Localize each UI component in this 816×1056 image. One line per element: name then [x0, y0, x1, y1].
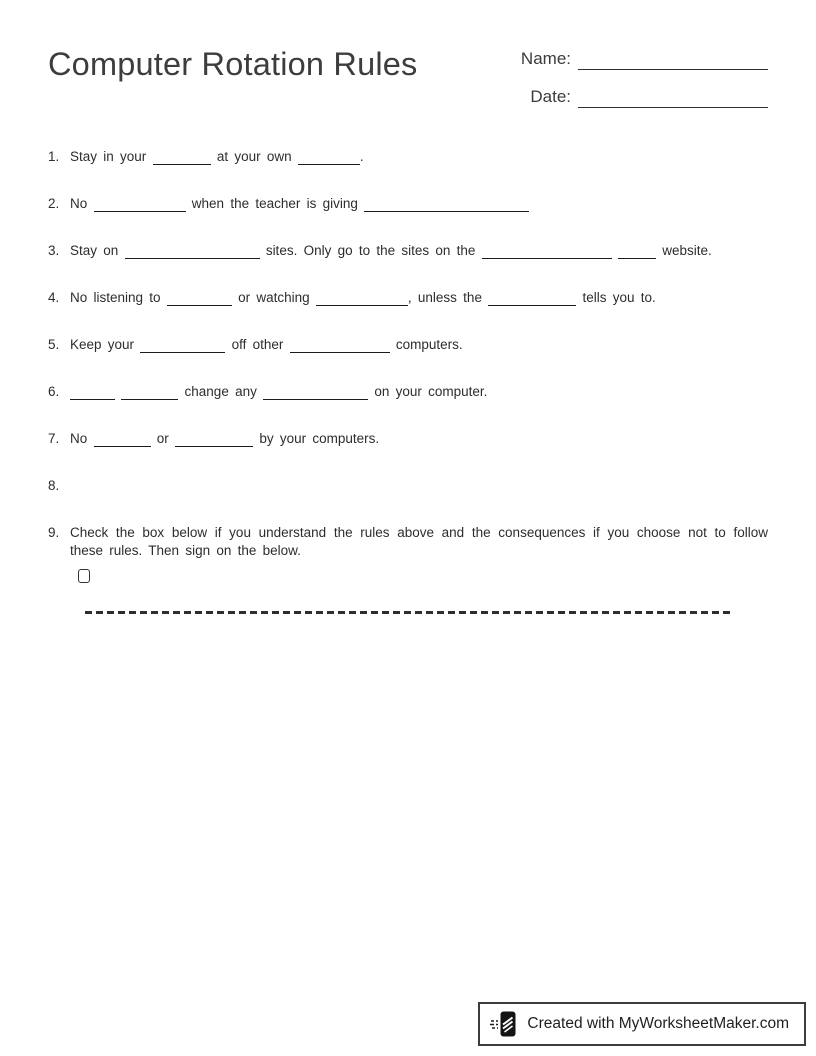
question-text: Keep your	[70, 337, 135, 352]
answer-blank[interactable]	[316, 294, 408, 306]
question-body	[70, 336, 768, 354]
question-row-6	[48, 383, 768, 401]
question-text: No	[70, 431, 88, 446]
question-content	[70, 289, 768, 307]
question-number: 4.	[48, 290, 60, 305]
answer-blank[interactable]	[364, 200, 529, 212]
name-label: Name:	[520, 49, 571, 68]
answer-blank[interactable]	[488, 294, 576, 306]
page-title: Computer Rotation Rules	[48, 46, 418, 82]
question-body	[70, 242, 768, 260]
question-text: Stay on	[70, 243, 119, 258]
answer-blank[interactable]	[153, 153, 211, 165]
question-number: 6.	[48, 384, 60, 399]
answer-blank[interactable]	[290, 341, 390, 353]
date-label: Date:	[530, 87, 571, 106]
question-body	[70, 383, 768, 401]
answer-blank[interactable]	[482, 247, 612, 259]
answer-blank[interactable]	[140, 341, 225, 353]
answer-blank[interactable]	[125, 247, 260, 259]
question-number: 8.	[48, 478, 60, 493]
answer-blank[interactable]	[298, 153, 360, 165]
question-row-5	[48, 336, 768, 354]
answer-blank[interactable]	[167, 294, 232, 306]
question-text: by your computers.	[259, 431, 380, 446]
date-field-row	[506, 86, 768, 108]
credit-text: Created with MyWorksheetMaker.com	[527, 1015, 789, 1032]
question-body	[70, 148, 768, 166]
question-row-8	[48, 477, 768, 495]
question-text: at your own	[216, 149, 292, 164]
name-date-fields	[506, 48, 768, 124]
question-text: off other	[231, 337, 284, 352]
name-field-row	[506, 48, 768, 70]
question-text: Check the box below if you understand the rules above and the consequences if you choose not to follow these rules. Then sign on the below.	[70, 525, 768, 558]
answer-blank[interactable]	[94, 200, 186, 212]
worksheet-maker-badge	[478, 1002, 806, 1046]
question-content	[70, 195, 768, 213]
question-text: sites. Only go to the sites on the	[265, 243, 476, 258]
question-number: 2.	[48, 196, 60, 211]
question-text: change any	[184, 384, 257, 399]
worksheet-logo-icon	[490, 1009, 520, 1039]
date-input-line[interactable]	[578, 87, 768, 108]
answer-blank[interactable]	[175, 435, 253, 447]
question-content	[70, 242, 768, 260]
question-content	[70, 383, 768, 401]
question-body	[70, 195, 768, 213]
question-row-4	[48, 289, 768, 307]
answer-blank[interactable]	[121, 388, 178, 400]
question-text: tells you to.	[582, 290, 656, 305]
question-row-9	[48, 524, 768, 614]
questions-list	[48, 148, 768, 614]
question-text: .	[359, 149, 364, 164]
question-number: 7.	[48, 431, 60, 446]
question-row-2	[48, 195, 768, 213]
agreement-checkbox[interactable]	[78, 569, 90, 583]
question-text: Stay in your	[70, 149, 147, 164]
question-row-1	[48, 148, 768, 166]
name-input-line[interactable]	[578, 49, 768, 70]
question-number: 9.	[48, 525, 60, 540]
question-content	[70, 148, 768, 166]
question-row-3	[48, 242, 768, 260]
signature-line[interactable]	[85, 611, 733, 614]
question-text: on your computer.	[374, 384, 488, 399]
question-number: 5.	[48, 337, 60, 352]
question-content	[70, 524, 768, 560]
question-number: 1.	[48, 149, 60, 164]
answer-blank[interactable]	[94, 435, 151, 447]
question-content	[70, 430, 768, 448]
answer-blank[interactable]	[618, 247, 656, 259]
question-text: No	[70, 196, 88, 211]
answer-blank[interactable]	[70, 388, 115, 400]
question-text: website.	[662, 243, 712, 258]
question-row-7	[48, 430, 768, 448]
question-text: No listening to	[70, 290, 161, 305]
question-body	[70, 430, 768, 448]
answer-blank[interactable]	[263, 388, 368, 400]
question-text: computers.	[395, 337, 463, 352]
question-text: or watching	[238, 290, 310, 305]
question-content	[70, 336, 768, 354]
question-text: when the teacher is giving	[191, 196, 358, 211]
worksheet-header	[48, 44, 768, 148]
question-body	[70, 524, 768, 614]
question-body	[70, 289, 768, 307]
question-text: or	[156, 431, 169, 446]
question-body	[70, 477, 768, 495]
question-number: 3.	[48, 243, 60, 258]
question-text: , unless the	[407, 290, 482, 305]
